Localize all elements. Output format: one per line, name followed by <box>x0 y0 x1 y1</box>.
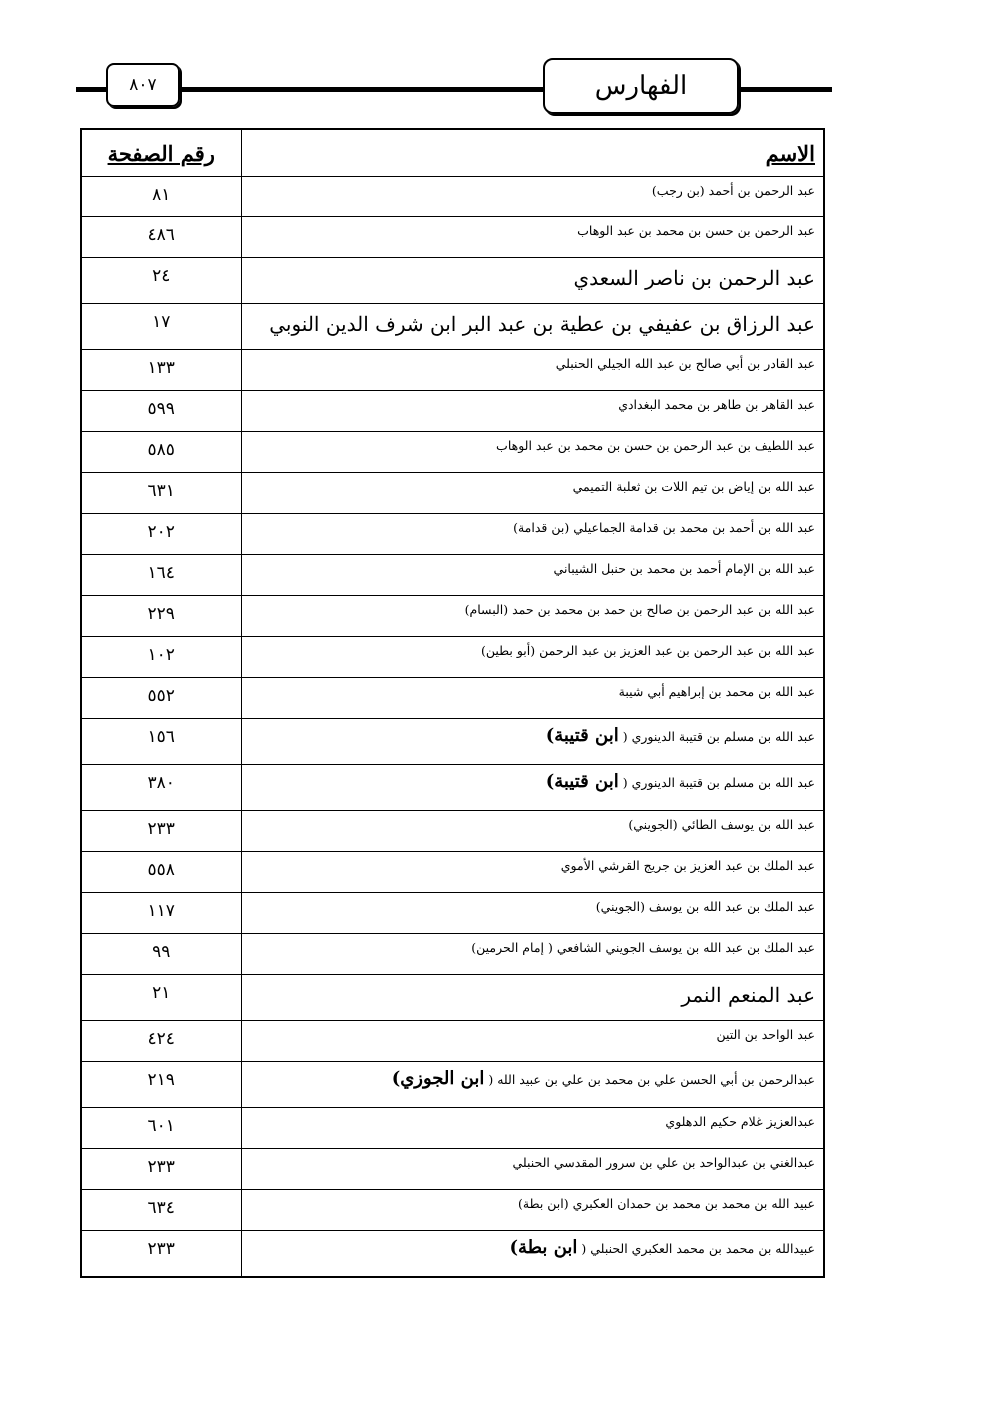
page-cell: ١٧ <box>81 304 241 350</box>
name-cell: عبد الله بن الإمام أحمد بن محمد بن حنبل الشيباني <box>241 555 824 596</box>
name-cell: عبد الرحمن بن ناصر السعدي <box>241 258 824 304</box>
name-cell: عبد الله بن محمد بن إبراهيم أبي شيبة <box>241 678 824 719</box>
page-cell: ٨١ <box>81 177 241 217</box>
page-cell: ٥٨٥ <box>81 432 241 473</box>
name-emphasis: ابن قتيبة) <box>545 771 619 792</box>
table-row <box>81 1190 824 1231</box>
table-row <box>81 811 824 852</box>
table-row <box>81 678 824 719</box>
page-cell: ٤٨٦ <box>81 217 241 258</box>
name-emphasis: ابن بطة) <box>509 1237 578 1258</box>
name-cell: عبد الله بن يوسف الطائي (الجويني) <box>241 811 824 852</box>
page-cell: ١٠٢ <box>81 637 241 678</box>
table-row <box>81 555 824 596</box>
name-cell: عبد المنعم النمر <box>241 975 824 1021</box>
page-cell: ٦٣١ <box>81 473 241 514</box>
header-rule-right <box>738 87 832 92</box>
name-cell: عبد الواحد بن التين <box>241 1021 824 1062</box>
index-table <box>80 128 825 1278</box>
name-emphasis: ابن قتيبة) <box>545 725 619 746</box>
name-cell: عبد الملك بن عبد الله بن يوسف (الجويني) <box>241 893 824 934</box>
page-cell: ٦٠١ <box>81 1108 241 1149</box>
table-row <box>81 637 824 678</box>
page-cell: ٢٤ <box>81 258 241 304</box>
table-row <box>81 1231 824 1277</box>
table-row <box>81 765 824 811</box>
name-cell: عبد القادر بن أبي صالح بن عبد الله الجيلي الحنبلي <box>241 350 824 391</box>
page-number: ٨٠٧ <box>106 63 180 107</box>
table-header-row <box>81 129 824 177</box>
header-rule-middle <box>180 87 544 92</box>
page-cell: ٦٣٤ <box>81 1190 241 1231</box>
name-text: عبد الله بن مسلم بن قتيبة الدينوري ( <box>622 729 815 744</box>
name-cell <box>241 1231 824 1277</box>
page-cell: ٩٩ <box>81 934 241 975</box>
page-cell: ٢١ <box>81 975 241 1021</box>
name-cell: عبد اللطيف بن عبد الرحمن بن حسن بن محمد بن عبد الوهاب <box>241 432 824 473</box>
page-cell: ٥٩٩ <box>81 391 241 432</box>
table-row <box>81 1021 824 1062</box>
name-text: عبدالرحمن بن أبي الحسن علي بن محمد بن علي بن عبيد الله ( <box>488 1072 815 1087</box>
page-cell: ١٣٣ <box>81 350 241 391</box>
page-cell: ٢٢٩ <box>81 596 241 637</box>
table-row <box>81 514 824 555</box>
page-cell: ٣٨٠ <box>81 765 241 811</box>
name-cell: عبد الملك بن عبد العزيز بن جريج القرشي الأموي <box>241 852 824 893</box>
table-row <box>81 934 824 975</box>
page-title: الفهارس <box>543 58 739 114</box>
name-cell: عبدالعزيز غلام حكيم الدهلوي <box>241 1108 824 1149</box>
name-cell <box>241 719 824 765</box>
name-cell <box>241 1062 824 1108</box>
table-row <box>81 893 824 934</box>
name-cell: عبدالغني بن عبدالواحد بن علي بن سرور المقدسي الحنبلي <box>241 1149 824 1190</box>
table-row <box>81 1149 824 1190</box>
page-cell: ٥٥٢ <box>81 678 241 719</box>
name-text: عبد الله بن مسلم بن قتيبة الدينوري ( <box>622 775 815 790</box>
column-header-name: الاسم <box>241 129 824 177</box>
page-cell: ١٦٤ <box>81 555 241 596</box>
table-row <box>81 473 824 514</box>
page-cell: ٥٥٨ <box>81 852 241 893</box>
name-cell: عبد القاهر بن طاهر بن محمد البغدادي <box>241 391 824 432</box>
page-cell: ١١٧ <box>81 893 241 934</box>
table-row <box>81 258 824 304</box>
name-cell: عبد الرحمن بن أحمد (بن رجب) <box>241 177 824 217</box>
name-cell: عبد الله بن عبد الرحمن بن صالح بن حمد بن محمد بن حمد (البسام) <box>241 596 824 637</box>
table-row <box>81 304 824 350</box>
page-cell: ٢٣٣ <box>81 811 241 852</box>
header-rule-left <box>76 87 108 92</box>
table-row <box>81 975 824 1021</box>
table-row <box>81 852 824 893</box>
name-cell <box>241 765 824 811</box>
page-cell: ٢٣٣ <box>81 1149 241 1190</box>
table-row <box>81 391 824 432</box>
page-cell: ٢٠٢ <box>81 514 241 555</box>
table-row <box>81 1062 824 1108</box>
table-row <box>81 596 824 637</box>
page-cell: ٤٢٤ <box>81 1021 241 1062</box>
name-cell: عبد الرحمن بن حسن بن محمد بن عبد الوهاب <box>241 217 824 258</box>
name-cell: عبد الله بن عبد الرحمن بن عبد العزيز بن عبد الرحمن (أبو بطين) <box>241 637 824 678</box>
table-row <box>81 432 824 473</box>
table-row <box>81 1108 824 1149</box>
name-text: عبيدالله بن محمد بن محمد العكبري الحنبلي ( <box>581 1241 815 1256</box>
page-cell: ١٥٦ <box>81 719 241 765</box>
name-cell: عبد الله بن إياض بن تيم اللات بن ثعلبة التميمي <box>241 473 824 514</box>
table-row <box>81 350 824 391</box>
table-row <box>81 719 824 765</box>
name-cell: عبد الملك بن عبد الله بن يوسف الجويني الشافعي ( إمام الحرمين) <box>241 934 824 975</box>
name-cell: عبيد الله بن محمد بن محمد بن حمدان العكبري (ابن بطة) <box>241 1190 824 1231</box>
name-emphasis: ابن الجوزي) <box>391 1068 485 1089</box>
name-cell: عبد الله بن أحمد بن محمد بن قدامة الجماعيلي (بن قدامة) <box>241 514 824 555</box>
name-cell: عبد الرزاق بن عفيفي بن عطية بن عبد البر ابن شرف الدين النوبي <box>241 304 824 350</box>
page-cell: ٢٣٣ <box>81 1231 241 1277</box>
table-row <box>81 217 824 258</box>
page-cell: ٢١٩ <box>81 1062 241 1108</box>
column-header-page: رقم الصفحة <box>81 129 241 177</box>
table-row <box>81 177 824 217</box>
